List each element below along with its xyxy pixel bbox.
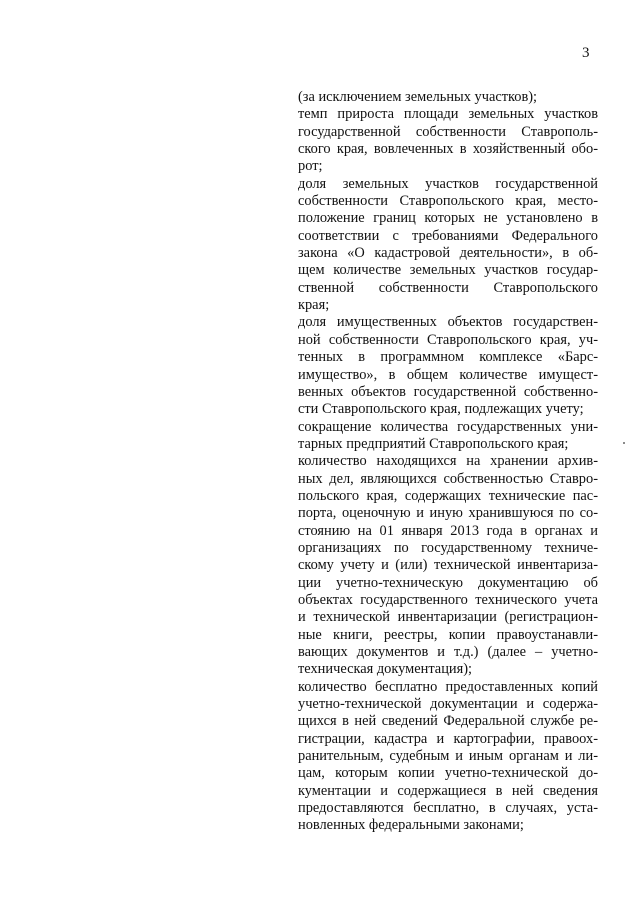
text-line: ной собственности Ставропольского края, уч- — [298, 331, 598, 348]
text-line: щихся в ней сведений Федеральной службе ре- — [298, 713, 598, 730]
text-line: новленных федеральными законами; — [298, 817, 524, 834]
text-line: объектах государственного технического учета — [298, 591, 598, 608]
text-line: техническая документация); — [298, 661, 473, 678]
text-line: тарных предприятий Ставропольского края; — [298, 435, 569, 452]
text-line: количество бесплатно предоставленных копий — [298, 678, 598, 695]
text-line: венных объектов государственной собственно- — [298, 383, 598, 400]
text-line: сти Ставропольского края, подлежащих учету; — [298, 401, 584, 418]
text-line: темп прироста площади земельных участков — [298, 106, 598, 123]
text-line: положение границ которых не установлено в — [298, 210, 598, 227]
document-text — [298, 89, 598, 835]
text-line: ные книги, реестры, копии правоустанавли- — [298, 626, 598, 643]
text-line: и технической инвентаризации (регистрацион- — [298, 609, 598, 626]
text-line: скому учету и (или) технической инвентариза- — [298, 557, 598, 574]
text-line: учетно-технической документации и содержа- — [298, 696, 598, 713]
text-line: доля земельных участков государственной — [298, 175, 598, 192]
page-number: 3 — [582, 45, 590, 61]
text-line: польского края, содержащих технические пас- — [298, 487, 598, 504]
text-line: ственной собственности Ставропольского — [298, 279, 598, 296]
text-line: цам, которым копии учетно-технической до- — [298, 765, 598, 782]
text-line: (за исключением земельных участков); — [298, 89, 538, 105]
text-line: государственной собственности Ставрополь- — [298, 123, 598, 140]
text-line: сокращение количества государственных уни- — [298, 418, 598, 435]
text-line: ранительным, судебным и иным органам и ли- — [298, 748, 598, 765]
text-line: количество находящихся на хранении архив- — [298, 453, 598, 470]
text-line: организациях по государственному техниче- — [298, 539, 598, 556]
text-line: соответствии с требованиями Федерального — [298, 227, 598, 244]
text-line: стоянию на 01 января 2013 года в органах и — [298, 522, 598, 539]
text-line: края; — [298, 297, 330, 314]
text-line: собственности Ставропольского края, место- — [298, 193, 598, 210]
text-line: ных дел, являющихся собственностью Ставро- — [298, 470, 598, 487]
text-line: порта, оценочную и иную хранившуюся по со- — [298, 505, 598, 522]
text-line: ции учетно-техническую документацию об — [298, 574, 598, 591]
scan-speck — [623, 442, 625, 444]
text-line: имущество», в общем количестве имущест- — [298, 366, 598, 383]
text-line: ского края, вовлеченных в хозяйственный обо- — [298, 141, 598, 158]
text-line: рот; — [298, 158, 323, 175]
text-line: кументации и содержащиеся в ней сведения — [298, 782, 598, 799]
text-line: доля имущественных объектов государствен- — [298, 314, 598, 331]
text-line: предоставляются бесплатно, в случаях, уста- — [298, 800, 598, 817]
text-line: щем количестве земельных участков государ- — [298, 262, 598, 279]
text-line: вающих документов и т.д.) (далее – учетно- — [298, 644, 598, 660]
text-line: закона «О кадастровой деятельности», в об- — [298, 245, 598, 262]
text-line: гистрации, кадастра и картографии, правоох- — [298, 730, 598, 747]
text-line: тенных в программном комплексе «Барс- — [298, 349, 598, 366]
